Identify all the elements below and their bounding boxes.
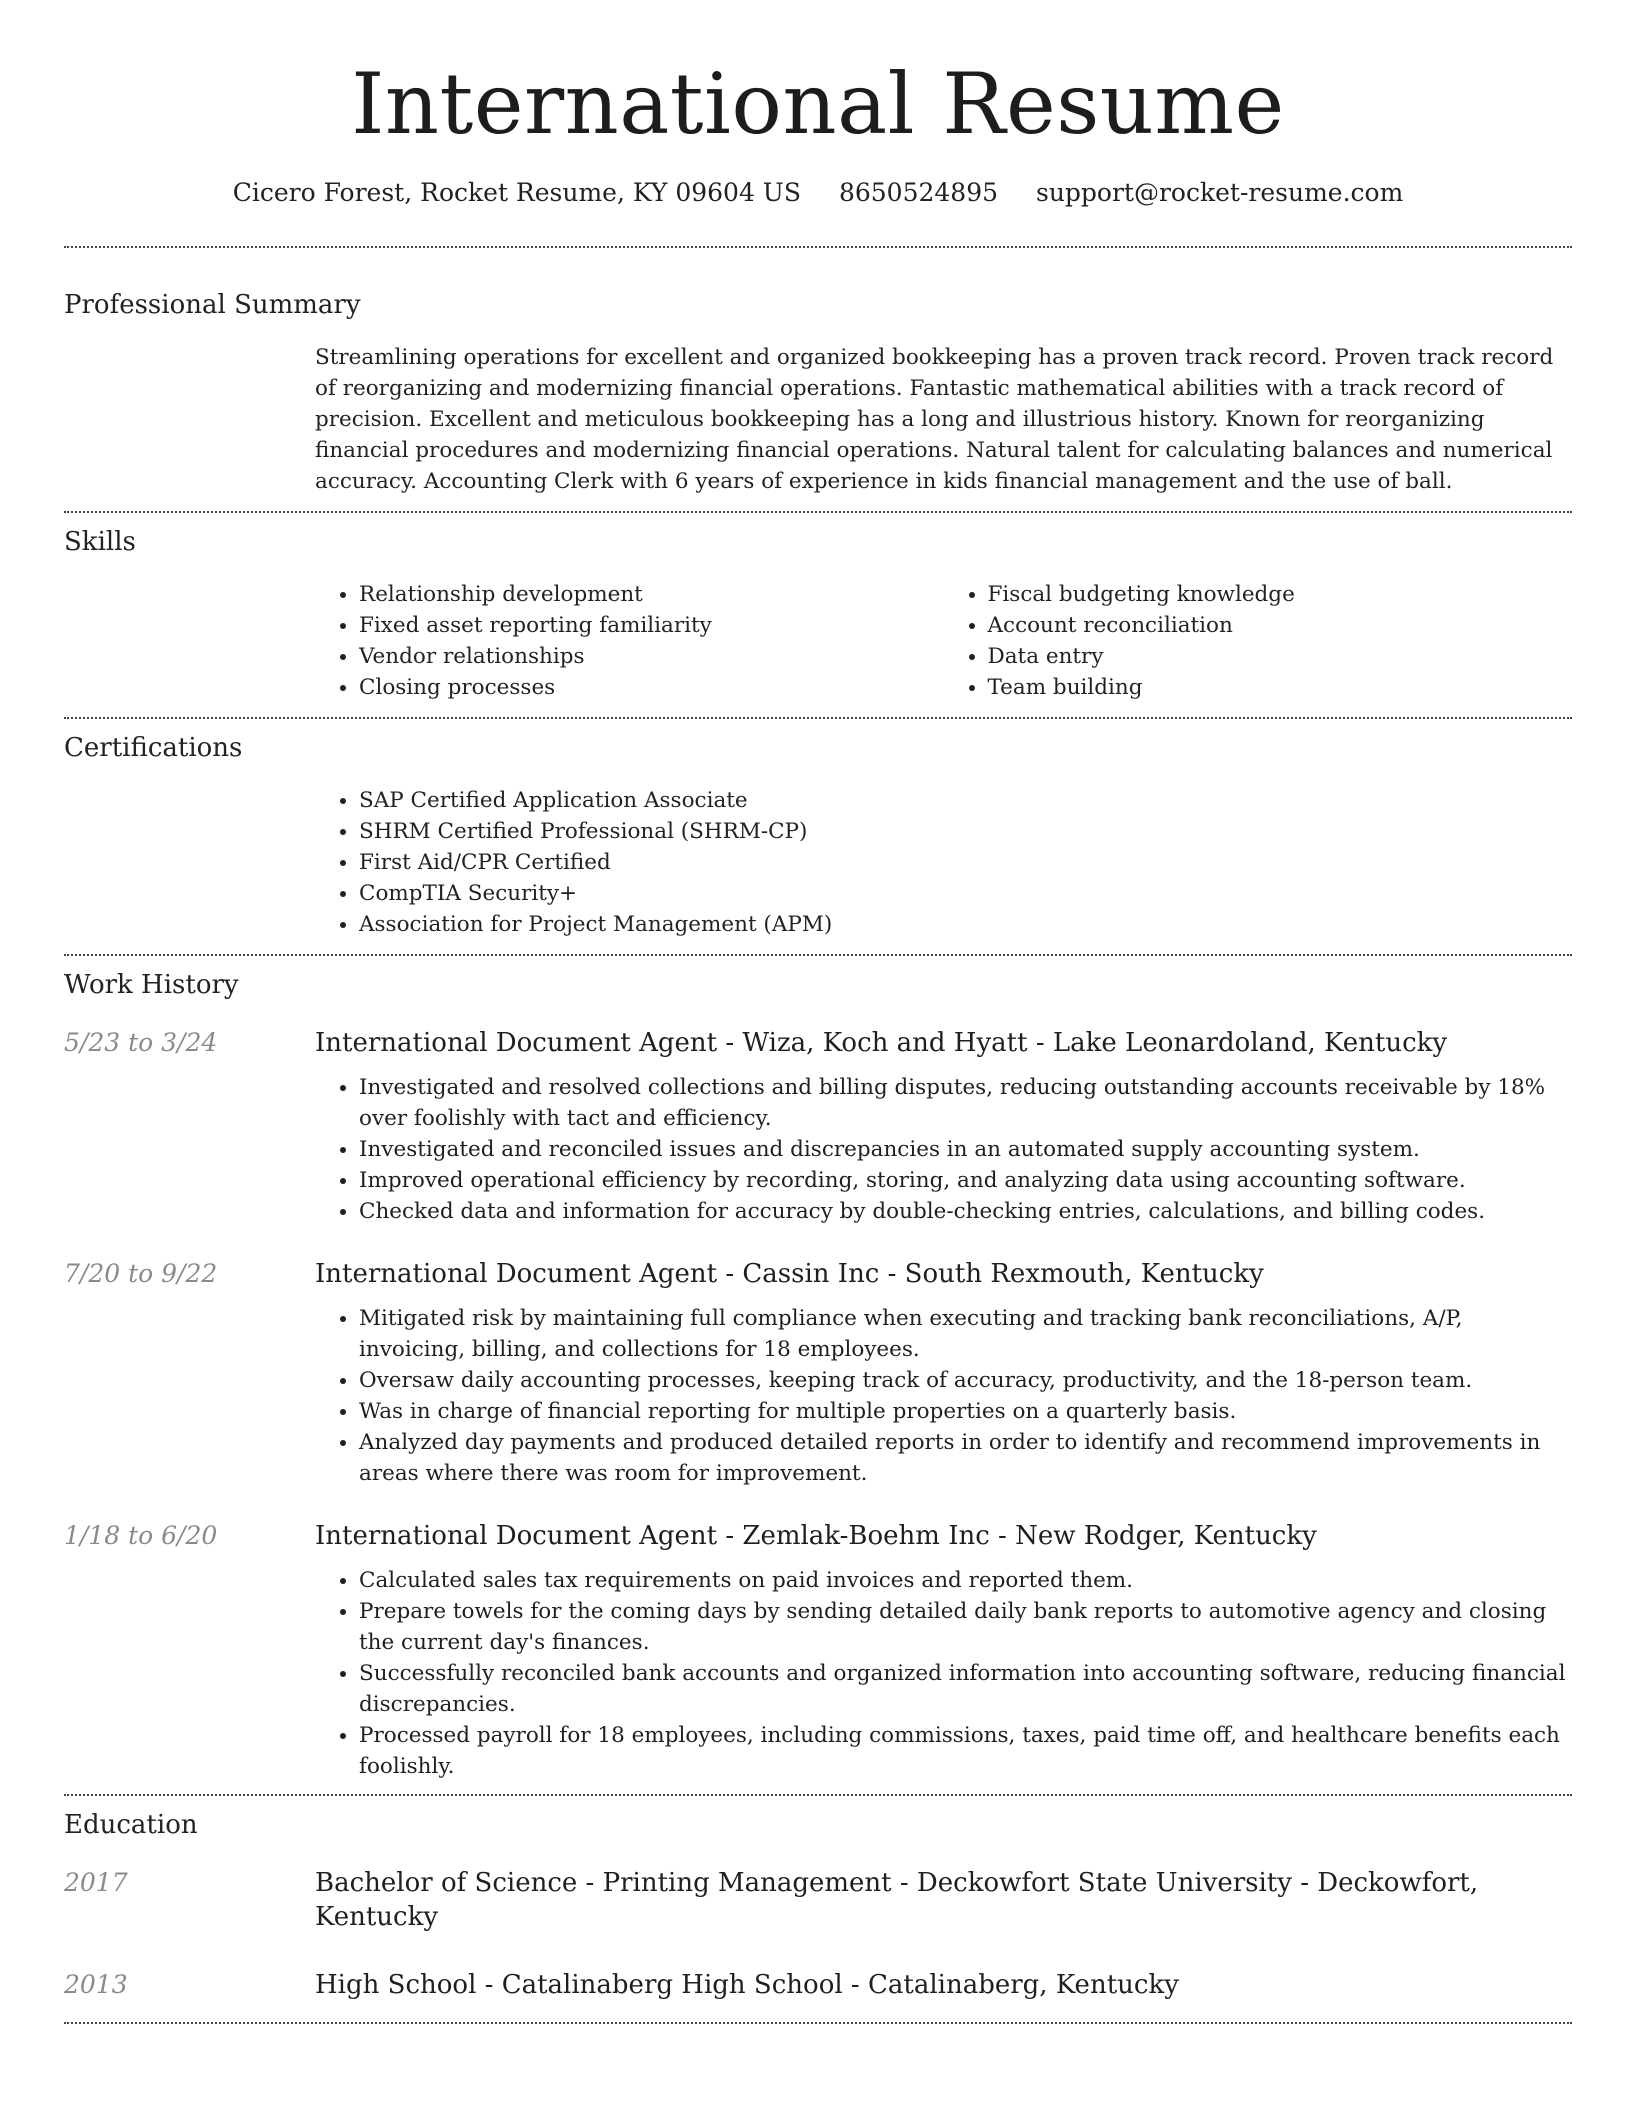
summary-content (315, 342, 1572, 497)
job-entry (64, 1026, 1572, 1227)
certifications-heading: Certifications (64, 733, 243, 763)
certifications-list (315, 785, 1572, 940)
skills-column-right (944, 579, 1573, 703)
work-section (64, 968, 1572, 1782)
education-text: Bachelor of Science - Printing Management - Deckowfort State University - Deckowfort, Kentucky (315, 1868, 1479, 1932)
job-bullet: • Checked data and information for accuracy by double-checking entries, calculations, and billing codes. (359, 1196, 1572, 1227)
job-dates: 7/20 to 9/22 (64, 1259, 218, 1288)
skill-item: • Vendor relationships (359, 641, 944, 672)
divider (64, 2022, 1572, 2024)
job-title: International Document Agent - Wiza, Koch and Hyatt - Lake Leonardoland, Kentucky (315, 1028, 1448, 1058)
certification-item: • First Aid/CPR Certified (359, 847, 1572, 878)
certification-item: • SAP Certified Application Associate (359, 785, 1572, 816)
skills-list (315, 579, 1572, 703)
skills-column-left (315, 579, 944, 703)
education-entry (64, 1866, 1572, 1934)
skills-heading: Skills (64, 527, 136, 557)
skill-item: • Data entry (988, 641, 1573, 672)
divider (64, 717, 1572, 719)
job-bullet: • Was in charge of financial reporting for multiple properties on a quarterly basis. (359, 1396, 1572, 1427)
education-text: High School - Catalinaberg High School - Catalinaberg, Kentucky (315, 1970, 1179, 2000)
divider (64, 246, 1572, 248)
job-bullet: • Successfully reconciled bank accounts and organized information into accounting software, reducing financial discrepancies. (359, 1658, 1572, 1720)
job-title: International Document Agent - Zemlak-Boehm Inc - New Rodger, Kentucky (315, 1521, 1317, 1551)
job-bullet: • Calculated sales tax requirements on paid invoices and reported them. (359, 1565, 1572, 1596)
job-bullet: • Oversaw daily accounting processes, keeping track of accuracy, productivity, and the 18-person team. (359, 1365, 1572, 1396)
summary-section (64, 288, 1572, 497)
job-bullet: • Investigated and reconciled issues and discrepancies in an automated supply accounting system. (359, 1134, 1572, 1165)
divider (64, 511, 1572, 513)
job-entry (64, 1257, 1572, 1489)
divider (64, 954, 1572, 956)
skill-item: • Account reconciliation (988, 610, 1573, 641)
summary-heading: Professional Summary (64, 290, 361, 320)
skill-item: • Team building (988, 672, 1573, 703)
job-bullet: • Investigated and resolved collections and billing disputes, reducing outstanding accounts receivable by 18% over foolishly with tact and efficiency. (359, 1072, 1572, 1134)
job-entry (64, 1519, 1572, 1782)
skill-item: • Fixed asset reporting familiarity (359, 610, 944, 641)
job-dates: 5/23 to 3/24 (64, 1028, 218, 1057)
job-bullet: • Processed payroll for 18 employees, including commissions, taxes, paid time off, and healthcare benefits each foolishly. (359, 1720, 1572, 1782)
job-bullet: • Improved operational efficiency by recording, storing, and analyzing data using accounting software. (359, 1165, 1572, 1196)
job-bullets (315, 1072, 1572, 1227)
certification-item: • SHRM Certified Professional (SHRM-CP) (359, 816, 1572, 847)
education-year: 2017 (64, 1868, 128, 1897)
skills-section (64, 525, 1572, 703)
job-bullet: • Prepare towels for the coming days by sending detailed daily bank reports to automotive agency and closing the current day's finances. (359, 1596, 1572, 1658)
certifications-section (64, 731, 1572, 940)
education-year: 2013 (64, 1970, 128, 1999)
job-bullets (315, 1565, 1572, 1782)
contact-address: Cicero Forest, Rocket Resume, KY 09604 US (232, 178, 802, 207)
job-bullet: • Mitigated risk by maintaining full compliance when executing and tracking bank reconciliations, A/P, invoicing, billing, and collections for 18 employees. (359, 1303, 1572, 1365)
work-heading: Work History (64, 970, 239, 1000)
job-title: International Document Agent - Cassin Inc - South Rexmouth, Kentucky (315, 1259, 1264, 1289)
certification-item: • Association for Project Management (APM) (359, 909, 1572, 940)
contact-email: support@rocket-resume.com (1035, 178, 1404, 207)
education-heading: Education (64, 1810, 198, 1840)
job-bullet: • Analyzed day payments and produced detailed reports in order to identify and recommend improvements in areas where there was room for improvement. (359, 1427, 1572, 1489)
resume-page (64, 0, 1572, 2024)
contact-phone: 8650524895 (838, 178, 999, 207)
skill-item: • Closing processes (359, 672, 944, 703)
divider (64, 1794, 1572, 1796)
education-entry (64, 1968, 1572, 2002)
education-section (64, 1808, 1572, 2002)
skill-item: • Fiscal budgeting knowledge (988, 579, 1573, 610)
skill-item: • Relationship development (359, 579, 944, 610)
summary-text: Streamlining operations for excellent and organized bookkeeping has a proven track record. Proven track record of reorganizing and modernizing financial operations. Fantastic mathematical abilities with a track record of precision. Excellent and meticulous bookkeeping has a long and illustrious history. Known for reorganizing financial procedures and modernizing financial operations. Natural talent for calculating balances and numerical accuracy. Accounting Clerk with 6 years of experience in kids financial management and the use of ball. (315, 345, 1554, 494)
resume-title: International Resume (351, 55, 1285, 153)
certification-item: • CompTIA Security+ (359, 878, 1572, 909)
job-dates: 1/18 to 6/20 (64, 1521, 218, 1550)
job-bullets (315, 1303, 1572, 1489)
contact-line (64, 176, 1572, 210)
